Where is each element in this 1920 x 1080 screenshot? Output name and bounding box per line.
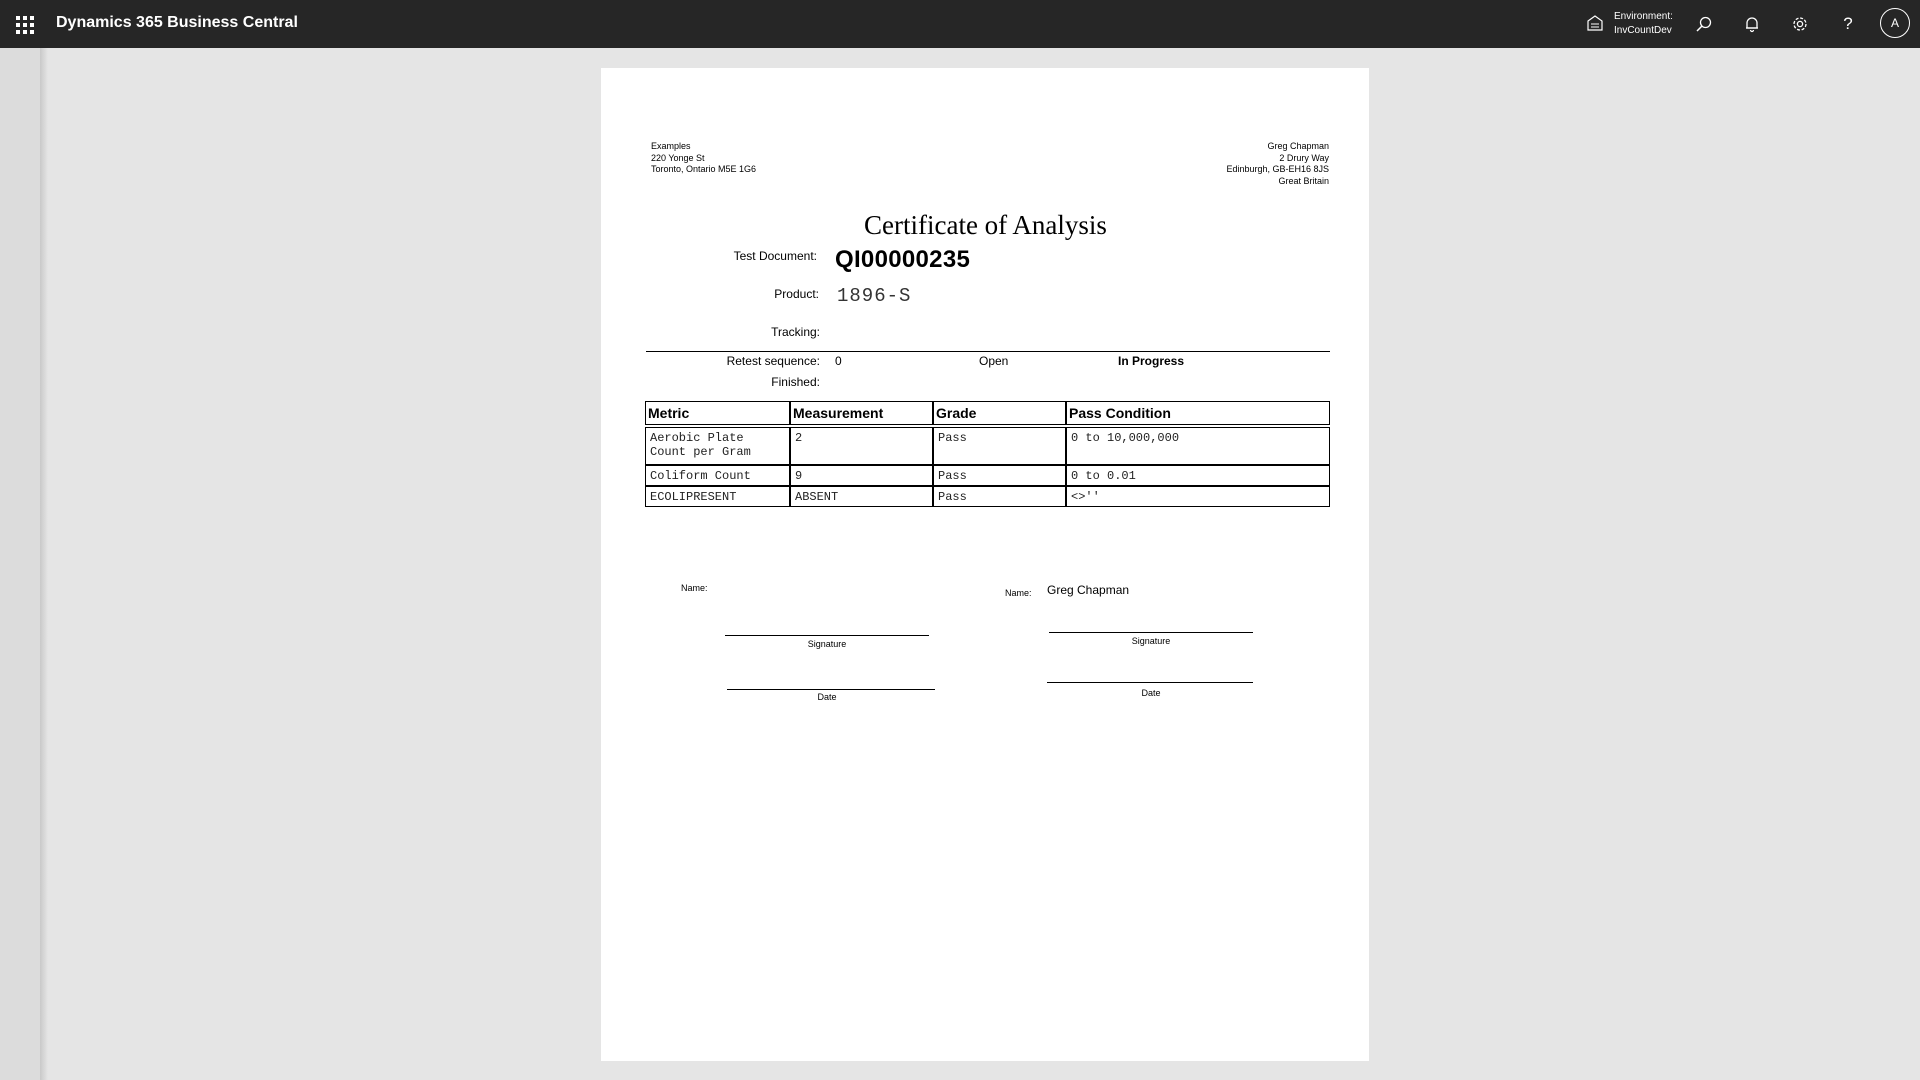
- left-signature-label: Signature: [807, 639, 847, 649]
- company-name: Examples: [651, 141, 691, 151]
- metric-cell: ECOLIPRESENT: [645, 486, 790, 507]
- product-label: Product:: [774, 287, 819, 301]
- column-header: Grade: [933, 401, 1066, 425]
- environment-icon: [1586, 14, 1604, 32]
- company-city: Toronto, Ontario M5E 1G6: [651, 164, 757, 174]
- left-date-line: [727, 689, 935, 690]
- report-page: [601, 68, 1369, 1061]
- customer-address: [1226, 141, 1329, 187]
- environment-name: InvCountDev: [1614, 25, 1672, 36]
- column-header: Metric: [645, 401, 790, 425]
- right-date-label: Date: [1141, 688, 1161, 698]
- grade-cell: Pass: [933, 427, 1066, 465]
- retest-value: 0: [835, 354, 842, 368]
- top-bar: [0, 0, 1920, 48]
- finished-label: Finished:: [771, 375, 820, 389]
- grade-cell: Pass: [933, 465, 1066, 486]
- environment-label: Environment:: [1614, 11, 1673, 22]
- customer-name: Greg Chapman: [1267, 141, 1329, 151]
- right-name-value: Greg Chapman: [1047, 583, 1130, 597]
- retest-label: Retest sequence:: [726, 354, 820, 368]
- search-button[interactable]: [1688, 8, 1720, 40]
- table-header-row: [645, 401, 1330, 425]
- company-address: [651, 141, 756, 176]
- settings-button[interactable]: [1784, 8, 1816, 40]
- report-title: Certificate of Analysis: [864, 210, 1107, 240]
- test-document-label: Test Document:: [733, 249, 817, 263]
- status-progress: In Progress: [1118, 354, 1185, 368]
- column-header: Measurement: [790, 401, 933, 425]
- condition-cell: 0 to 0.01: [1066, 465, 1330, 486]
- condition-cell: <>'': [1066, 486, 1330, 507]
- product-number: 1896-S: [837, 285, 912, 307]
- customer-city: Edinburgh, GB-EH16 8JS: [1226, 164, 1329, 174]
- customer-street: 2 Drury Way: [1279, 152, 1329, 163]
- measurement-cell: 9: [790, 465, 933, 486]
- right-signature-label: Signature: [1131, 636, 1171, 646]
- right-name-label: Name:: [1005, 588, 1032, 598]
- test-document-number: QI00000235: [835, 246, 971, 273]
- metric-cell: Aerobic Plate Count per Gram: [645, 427, 790, 465]
- metrics-table: [645, 401, 1330, 507]
- column-header: Pass Condition: [1066, 401, 1330, 425]
- help-icon: ?: [1843, 14, 1853, 33]
- table-row: [645, 427, 1330, 465]
- grade-cell: Pass: [933, 486, 1066, 507]
- bell-icon: [1743, 15, 1761, 33]
- app-title[interactable]: Dynamics 365 Business Central: [56, 14, 298, 31]
- left-date-label: Date: [817, 692, 837, 702]
- gear-icon: [1791, 15, 1809, 33]
- condition-cell: 0 to 10,000,000: [1066, 427, 1330, 465]
- status-open: Open: [979, 354, 1009, 368]
- metric-cell: Coliform Count: [645, 465, 790, 486]
- left-rail: [0, 48, 40, 1080]
- user-avatar[interactable]: A: [1880, 8, 1910, 38]
- measurement-cell: 2: [790, 427, 933, 465]
- right-date-line: [1047, 682, 1253, 683]
- right-signature-line: [1049, 632, 1253, 633]
- app-launcher-icon[interactable]: [12, 12, 36, 36]
- tracking-label: Tracking:: [771, 325, 820, 339]
- table-row: [645, 465, 1330, 486]
- table-row: [645, 486, 1330, 507]
- divider: [646, 351, 1330, 352]
- search-icon: [1695, 15, 1713, 33]
- measurement-cell: ABSENT: [790, 486, 933, 507]
- left-signature-line: [725, 635, 929, 636]
- help-button[interactable]: [1832, 8, 1864, 40]
- company-street: 220 Yonge St: [651, 152, 705, 163]
- customer-country: Great Britain: [1278, 175, 1329, 186]
- left-name-label: Name:: [681, 583, 708, 593]
- notifications-button[interactable]: [1736, 8, 1768, 40]
